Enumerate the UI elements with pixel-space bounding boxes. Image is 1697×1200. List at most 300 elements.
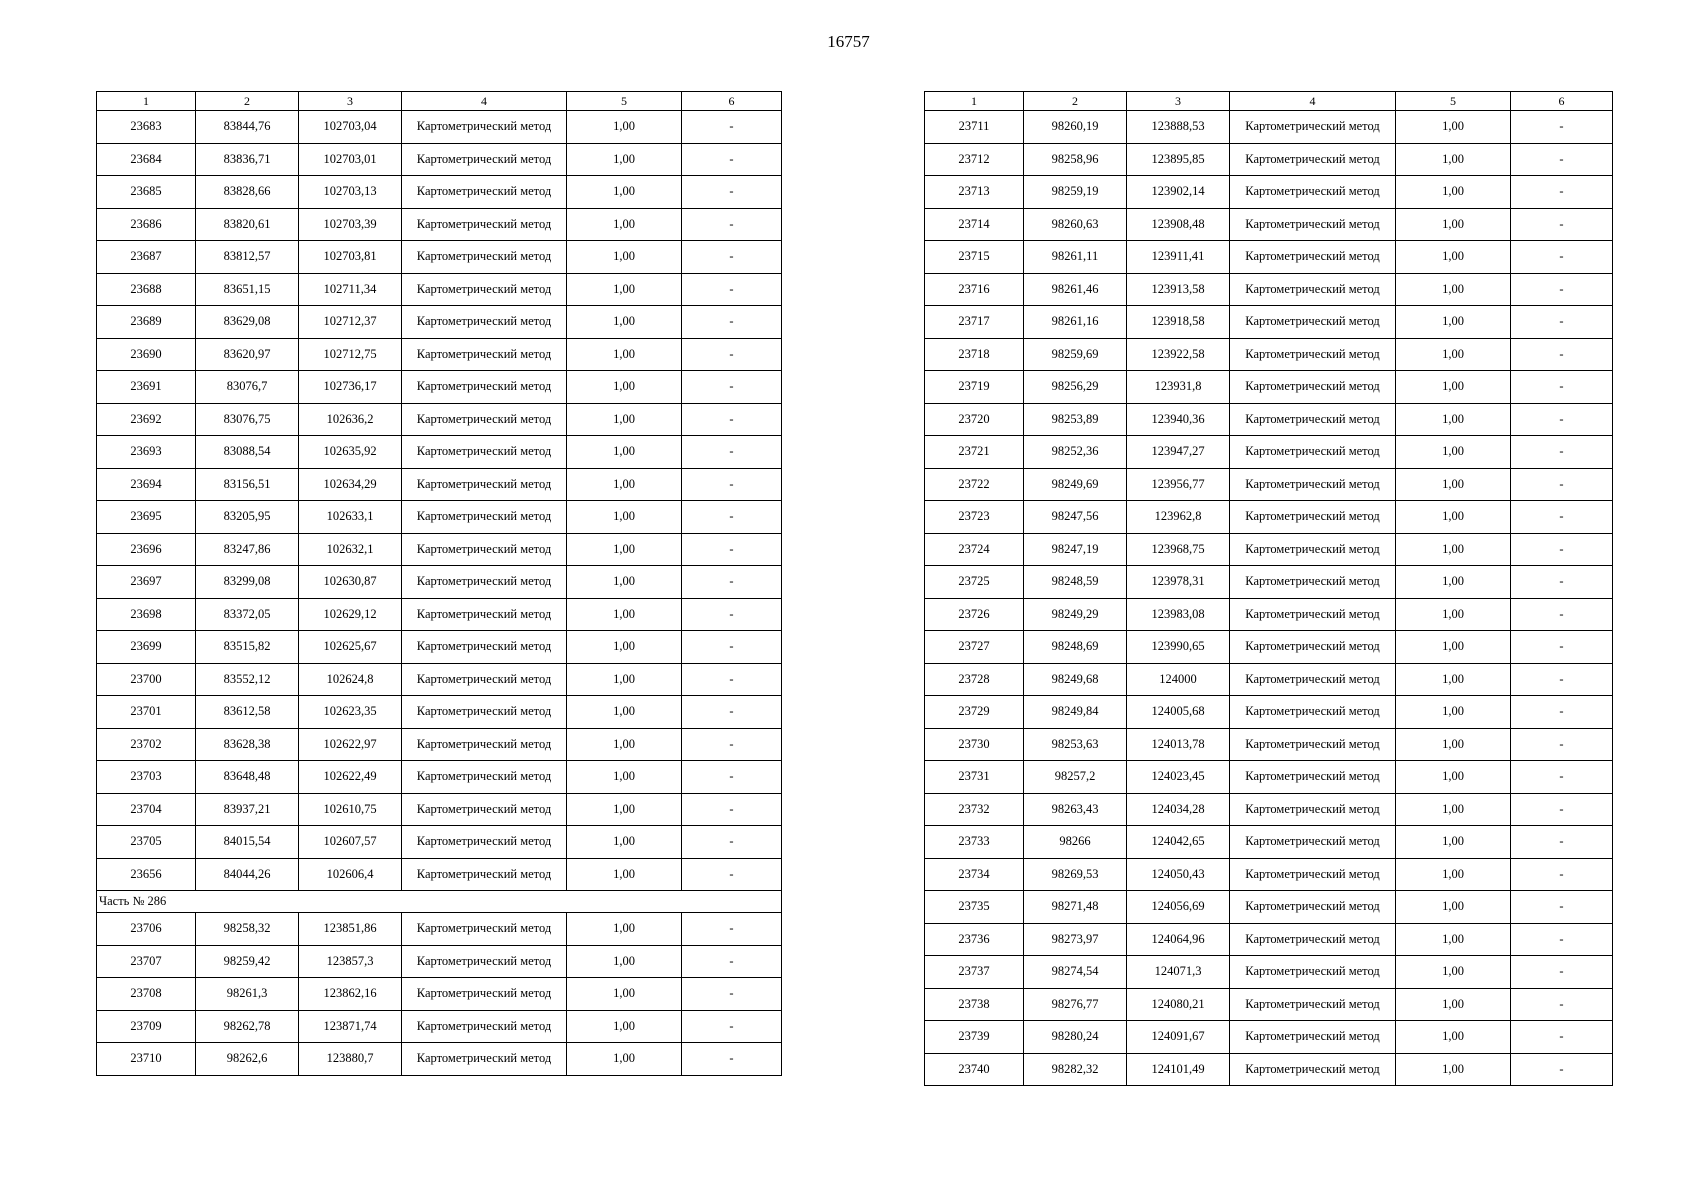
method-cell: Картометрический метод [402, 793, 567, 826]
y-coordinate-cell: 123918,58 [1127, 306, 1230, 339]
accuracy-cell: 1,00 [567, 566, 682, 599]
x-coordinate-cell: 83628,38 [196, 728, 299, 761]
x-coordinate-cell: 98259,19 [1024, 176, 1127, 209]
note-cell: - [1511, 858, 1613, 891]
y-coordinate-cell: 124042,65 [1127, 826, 1230, 859]
table-row [925, 501, 1613, 534]
note-cell: - [682, 978, 782, 1011]
method-cell: Картометрический метод [402, 208, 567, 241]
note-cell: - [682, 533, 782, 566]
x-coordinate-cell: 98276,77 [1024, 988, 1127, 1021]
table-row [925, 761, 1613, 794]
method-cell: Картометрический метод [1230, 956, 1396, 989]
x-coordinate-cell: 98269,53 [1024, 858, 1127, 891]
x-coordinate-cell: 98260,19 [1024, 111, 1127, 144]
method-cell: Картометрический метод [402, 913, 567, 946]
accuracy-cell: 1,00 [1396, 826, 1511, 859]
method-cell: Картометрический метод [402, 501, 567, 534]
x-coordinate-cell: 83844,76 [196, 111, 299, 144]
note-cell: - [682, 306, 782, 339]
column-header: 3 [1127, 92, 1230, 111]
x-coordinate-cell: 98253,63 [1024, 728, 1127, 761]
x-coordinate-cell: 98257,2 [1024, 761, 1127, 794]
point-number-cell: 23716 [925, 273, 1024, 306]
table-row [925, 533, 1613, 566]
method-cell: Картометрический метод [402, 241, 567, 274]
note-cell: - [1511, 793, 1613, 826]
x-coordinate-cell: 98249,29 [1024, 598, 1127, 631]
point-number-cell: 23724 [925, 533, 1024, 566]
note-cell: - [682, 273, 782, 306]
note-cell: - [682, 793, 782, 826]
method-cell: Картометрический метод [1230, 566, 1396, 599]
y-coordinate-cell: 124023,45 [1127, 761, 1230, 794]
y-coordinate-cell: 123956,77 [1127, 468, 1230, 501]
point-number-cell: 23721 [925, 436, 1024, 469]
accuracy-cell: 1,00 [1396, 273, 1511, 306]
table-row [97, 945, 782, 978]
y-coordinate-cell: 102622,97 [299, 728, 402, 761]
method-cell: Картометрический метод [402, 306, 567, 339]
point-number-cell: 23702 [97, 728, 196, 761]
point-number-cell: 23704 [97, 793, 196, 826]
x-coordinate-cell: 98271,48 [1024, 891, 1127, 924]
note-cell: - [682, 566, 782, 599]
table-row [925, 891, 1613, 924]
note-cell: - [682, 696, 782, 729]
y-coordinate-cell: 102636,2 [299, 403, 402, 436]
note-cell: - [1511, 891, 1613, 924]
y-coordinate-cell: 102607,57 [299, 826, 402, 859]
accuracy-cell: 1,00 [1396, 1053, 1511, 1086]
table-row [97, 761, 782, 794]
y-coordinate-cell: 102703,01 [299, 143, 402, 176]
table-row [97, 468, 782, 501]
point-number-cell: 23708 [97, 978, 196, 1011]
accuracy-cell: 1,00 [1396, 501, 1511, 534]
note-cell: - [1511, 208, 1613, 241]
accuracy-cell: 1,00 [567, 631, 682, 664]
accuracy-cell: 1,00 [567, 403, 682, 436]
table-row [925, 566, 1613, 599]
point-number-cell: 23706 [97, 913, 196, 946]
coordinates-table-right [924, 91, 1613, 1086]
y-coordinate-cell: 123990,65 [1127, 631, 1230, 664]
note-cell: - [682, 436, 782, 469]
accuracy-cell: 1,00 [567, 945, 682, 978]
column-header: 3 [299, 92, 402, 111]
accuracy-cell: 1,00 [567, 598, 682, 631]
table-row [925, 468, 1613, 501]
y-coordinate-cell: 102623,35 [299, 696, 402, 729]
method-cell: Картометрический метод [1230, 111, 1396, 144]
accuracy-cell: 1,00 [567, 858, 682, 891]
accuracy-cell: 1,00 [567, 176, 682, 209]
point-number-cell: 23690 [97, 338, 196, 371]
accuracy-cell: 1,00 [1396, 631, 1511, 664]
x-coordinate-cell: 98249,68 [1024, 663, 1127, 696]
method-cell: Картометрический метод [402, 403, 567, 436]
table-row [97, 241, 782, 274]
table-row [925, 923, 1613, 956]
table-row [97, 826, 782, 859]
column-header: 5 [567, 92, 682, 111]
x-coordinate-cell: 98249,84 [1024, 696, 1127, 729]
y-coordinate-cell: 123908,48 [1127, 208, 1230, 241]
y-coordinate-cell: 102712,75 [299, 338, 402, 371]
table-row [97, 858, 782, 891]
x-coordinate-cell: 83836,71 [196, 143, 299, 176]
method-cell: Картометрический метод [1230, 728, 1396, 761]
accuracy-cell: 1,00 [567, 728, 682, 761]
accuracy-cell: 1,00 [1396, 1021, 1511, 1054]
y-coordinate-cell: 102703,04 [299, 111, 402, 144]
x-coordinate-cell: 83156,51 [196, 468, 299, 501]
accuracy-cell: 1,00 [567, 306, 682, 339]
x-coordinate-cell: 98256,29 [1024, 371, 1127, 404]
method-cell: Картометрический метод [1230, 891, 1396, 924]
x-coordinate-cell: 83820,61 [196, 208, 299, 241]
point-number-cell: 23737 [925, 956, 1024, 989]
y-coordinate-cell: 123947,27 [1127, 436, 1230, 469]
y-coordinate-cell: 102635,92 [299, 436, 402, 469]
note-cell: - [682, 338, 782, 371]
note-cell: - [682, 598, 782, 631]
note-cell: - [682, 468, 782, 501]
note-cell: - [1511, 403, 1613, 436]
note-cell: - [1511, 1053, 1613, 1086]
point-number-cell: 23725 [925, 566, 1024, 599]
note-cell: - [1511, 468, 1613, 501]
x-coordinate-cell: 83552,12 [196, 663, 299, 696]
method-cell: Картометрический метод [1230, 826, 1396, 859]
note-cell: - [1511, 1021, 1613, 1054]
note-cell: - [1511, 306, 1613, 339]
y-coordinate-cell: 124013,78 [1127, 728, 1230, 761]
x-coordinate-cell: 83629,08 [196, 306, 299, 339]
accuracy-cell: 1,00 [1396, 598, 1511, 631]
x-coordinate-cell: 98247,19 [1024, 533, 1127, 566]
note-cell: - [1511, 956, 1613, 989]
accuracy-cell: 1,00 [1396, 566, 1511, 599]
y-coordinate-cell: 102736,17 [299, 371, 402, 404]
method-cell: Картометрический метод [1230, 761, 1396, 794]
method-cell: Картометрический метод [1230, 176, 1396, 209]
note-cell: - [682, 111, 782, 144]
y-coordinate-cell: 123871,74 [299, 1010, 402, 1043]
point-number-cell: 23689 [97, 306, 196, 339]
accuracy-cell: 1,00 [567, 468, 682, 501]
x-coordinate-cell: 98262,78 [196, 1010, 299, 1043]
table-row [925, 631, 1613, 664]
accuracy-cell: 1,00 [567, 501, 682, 534]
table-row [925, 273, 1613, 306]
x-coordinate-cell: 98261,3 [196, 978, 299, 1011]
table-row [97, 598, 782, 631]
x-coordinate-cell: 98259,69 [1024, 338, 1127, 371]
method-cell: Картометрический метод [1230, 631, 1396, 664]
point-number-cell: 23715 [925, 241, 1024, 274]
y-coordinate-cell: 124005,68 [1127, 696, 1230, 729]
table-row [97, 501, 782, 534]
method-cell: Картометрический метод [1230, 858, 1396, 891]
accuracy-cell: 1,00 [567, 338, 682, 371]
column-header: 1 [97, 92, 196, 111]
x-coordinate-cell: 83247,86 [196, 533, 299, 566]
note-cell: - [1511, 241, 1613, 274]
point-number-cell: 23732 [925, 793, 1024, 826]
note-cell: - [682, 913, 782, 946]
y-coordinate-cell: 102625,67 [299, 631, 402, 664]
x-coordinate-cell: 83076,75 [196, 403, 299, 436]
note-cell: - [1511, 761, 1613, 794]
note-cell: - [682, 1043, 782, 1076]
y-coordinate-cell: 123968,75 [1127, 533, 1230, 566]
table-row [97, 793, 782, 826]
x-coordinate-cell: 83620,97 [196, 338, 299, 371]
accuracy-cell: 1,00 [567, 826, 682, 859]
point-number-cell: 23696 [97, 533, 196, 566]
method-cell: Картометрический метод [402, 436, 567, 469]
method-cell: Картометрический метод [402, 143, 567, 176]
point-number-cell: 23714 [925, 208, 1024, 241]
note-cell: - [682, 728, 782, 761]
table-row [97, 1010, 782, 1043]
x-coordinate-cell: 98259,42 [196, 945, 299, 978]
y-coordinate-cell: 123857,3 [299, 945, 402, 978]
y-coordinate-cell: 102622,49 [299, 761, 402, 794]
note-cell: - [682, 663, 782, 696]
table-row [97, 273, 782, 306]
point-number-cell: 23692 [97, 403, 196, 436]
y-coordinate-cell: 102703,39 [299, 208, 402, 241]
method-cell: Картометрический метод [1230, 501, 1396, 534]
method-cell: Картометрический метод [1230, 143, 1396, 176]
accuracy-cell: 1,00 [1396, 696, 1511, 729]
accuracy-cell: 1,00 [1396, 371, 1511, 404]
note-cell: - [682, 501, 782, 534]
y-coordinate-cell: 124056,69 [1127, 891, 1230, 924]
method-cell: Картометрический метод [402, 858, 567, 891]
x-coordinate-cell: 98248,59 [1024, 566, 1127, 599]
accuracy-cell: 1,00 [567, 1043, 682, 1076]
table-row [97, 176, 782, 209]
point-number-cell: 23688 [97, 273, 196, 306]
note-cell: - [1511, 436, 1613, 469]
column-header: 4 [1230, 92, 1396, 111]
accuracy-cell: 1,00 [1396, 728, 1511, 761]
x-coordinate-cell: 83828,66 [196, 176, 299, 209]
table-row [97, 696, 782, 729]
point-number-cell: 23709 [97, 1010, 196, 1043]
method-cell: Картометрический метод [402, 598, 567, 631]
method-cell: Картометрический метод [402, 945, 567, 978]
point-number-cell: 23695 [97, 501, 196, 534]
note-cell: - [1511, 338, 1613, 371]
accuracy-cell: 1,00 [1396, 403, 1511, 436]
accuracy-cell: 1,00 [567, 663, 682, 696]
method-cell: Картометрический метод [1230, 988, 1396, 1021]
note-cell: - [1511, 663, 1613, 696]
column-header: 5 [1396, 92, 1511, 111]
table-row [97, 111, 782, 144]
accuracy-cell: 1,00 [567, 436, 682, 469]
column-header: 2 [1024, 92, 1127, 111]
point-number-cell: 23733 [925, 826, 1024, 859]
note-cell: - [1511, 631, 1613, 664]
accuracy-cell: 1,00 [567, 241, 682, 274]
y-coordinate-cell: 123862,16 [299, 978, 402, 1011]
note-cell: - [682, 826, 782, 859]
table-row [97, 663, 782, 696]
point-number-cell: 23703 [97, 761, 196, 794]
y-coordinate-cell: 123888,53 [1127, 111, 1230, 144]
section-row [97, 891, 782, 913]
note-cell: - [1511, 598, 1613, 631]
y-coordinate-cell: 102703,81 [299, 241, 402, 274]
note-cell: - [1511, 923, 1613, 956]
table-row [925, 728, 1613, 761]
point-number-cell: 23694 [97, 468, 196, 501]
point-number-cell: 23707 [97, 945, 196, 978]
x-coordinate-cell: 98282,32 [1024, 1053, 1127, 1086]
x-coordinate-cell: 83372,05 [196, 598, 299, 631]
table-header-row [925, 92, 1613, 111]
accuracy-cell: 1,00 [567, 273, 682, 306]
y-coordinate-cell: 102712,37 [299, 306, 402, 339]
method-cell: Картометрический метод [402, 761, 567, 794]
method-cell: Картометрический метод [402, 728, 567, 761]
method-cell: Картометрический метод [1230, 436, 1396, 469]
table-row [925, 403, 1613, 436]
y-coordinate-cell: 123911,41 [1127, 241, 1230, 274]
point-number-cell: 23735 [925, 891, 1024, 924]
note-cell: - [682, 241, 782, 274]
y-coordinate-cell: 123851,86 [299, 913, 402, 946]
note-cell: - [1511, 696, 1613, 729]
point-number-cell: 23720 [925, 403, 1024, 436]
method-cell: Картометрический метод [1230, 793, 1396, 826]
note-cell: - [682, 371, 782, 404]
x-coordinate-cell: 83299,08 [196, 566, 299, 599]
point-number-cell: 23719 [925, 371, 1024, 404]
method-cell: Картометрический метод [1230, 371, 1396, 404]
note-cell: - [1511, 533, 1613, 566]
method-cell: Картометрический метод [402, 1043, 567, 1076]
x-coordinate-cell: 98258,32 [196, 913, 299, 946]
y-coordinate-cell: 123983,08 [1127, 598, 1230, 631]
method-cell: Картометрический метод [402, 631, 567, 664]
method-cell: Картометрический метод [1230, 208, 1396, 241]
x-coordinate-cell: 98247,56 [1024, 501, 1127, 534]
y-coordinate-cell: 123940,36 [1127, 403, 1230, 436]
column-header: 1 [925, 92, 1024, 111]
x-coordinate-cell: 98258,96 [1024, 143, 1127, 176]
x-coordinate-cell: 98280,24 [1024, 1021, 1127, 1054]
accuracy-cell: 1,00 [1396, 891, 1511, 924]
table-row [925, 143, 1613, 176]
point-number-cell: 23729 [925, 696, 1024, 729]
note-cell: - [1511, 826, 1613, 859]
accuracy-cell: 1,00 [567, 761, 682, 794]
point-number-cell: 23683 [97, 111, 196, 144]
coordinates-table-left [96, 91, 782, 1076]
method-cell: Картометрический метод [1230, 273, 1396, 306]
note-cell: - [682, 858, 782, 891]
table-row [925, 176, 1613, 209]
table-row [925, 956, 1613, 989]
accuracy-cell: 1,00 [1396, 533, 1511, 566]
x-coordinate-cell: 83612,58 [196, 696, 299, 729]
accuracy-cell: 1,00 [567, 533, 682, 566]
table-row [925, 1053, 1613, 1086]
point-number-cell: 23698 [97, 598, 196, 631]
accuracy-cell: 1,00 [1396, 111, 1511, 144]
x-coordinate-cell: 98261,46 [1024, 273, 1127, 306]
point-number-cell: 23700 [97, 663, 196, 696]
x-coordinate-cell: 98260,63 [1024, 208, 1127, 241]
method-cell: Картометрический метод [402, 663, 567, 696]
y-coordinate-cell: 123902,14 [1127, 176, 1230, 209]
table-row [97, 208, 782, 241]
point-number-cell: 23712 [925, 143, 1024, 176]
accuracy-cell: 1,00 [567, 793, 682, 826]
method-cell: Картометрический метод [402, 696, 567, 729]
accuracy-cell: 1,00 [567, 1010, 682, 1043]
method-cell: Картометрический метод [402, 533, 567, 566]
y-coordinate-cell: 124064,96 [1127, 923, 1230, 956]
y-coordinate-cell: 124091,67 [1127, 1021, 1230, 1054]
point-number-cell: 23713 [925, 176, 1024, 209]
note-cell: - [682, 945, 782, 978]
x-coordinate-cell: 83648,48 [196, 761, 299, 794]
x-coordinate-cell: 98252,36 [1024, 436, 1127, 469]
method-cell: Картометрический метод [1230, 338, 1396, 371]
table-row [925, 338, 1613, 371]
table-row [925, 111, 1613, 144]
table-row [925, 371, 1613, 404]
x-coordinate-cell: 84015,54 [196, 826, 299, 859]
method-cell: Картометрический метод [1230, 598, 1396, 631]
accuracy-cell: 1,00 [567, 696, 682, 729]
note-cell: - [1511, 501, 1613, 534]
x-coordinate-cell: 98266 [1024, 826, 1127, 859]
y-coordinate-cell: 124071,3 [1127, 956, 1230, 989]
y-coordinate-cell: 123880,7 [299, 1043, 402, 1076]
point-number-cell: 23726 [925, 598, 1024, 631]
x-coordinate-cell: 98248,69 [1024, 631, 1127, 664]
y-coordinate-cell: 124080,21 [1127, 988, 1230, 1021]
x-coordinate-cell: 83515,82 [196, 631, 299, 664]
note-cell: - [682, 631, 782, 664]
table-row [925, 598, 1613, 631]
point-number-cell: 23687 [97, 241, 196, 274]
column-header: 4 [402, 92, 567, 111]
table-row [97, 978, 782, 1011]
note-cell: - [1511, 566, 1613, 599]
method-cell: Картометрический метод [1230, 306, 1396, 339]
point-number-cell: 23736 [925, 923, 1024, 956]
table-row [97, 306, 782, 339]
point-number-cell: 23722 [925, 468, 1024, 501]
point-number-cell: 23684 [97, 143, 196, 176]
x-coordinate-cell: 98274,54 [1024, 956, 1127, 989]
y-coordinate-cell: 124000 [1127, 663, 1230, 696]
y-coordinate-cell: 123962,8 [1127, 501, 1230, 534]
point-number-cell: 23693 [97, 436, 196, 469]
method-cell: Картометрический метод [1230, 1021, 1396, 1054]
point-number-cell: 23727 [925, 631, 1024, 664]
